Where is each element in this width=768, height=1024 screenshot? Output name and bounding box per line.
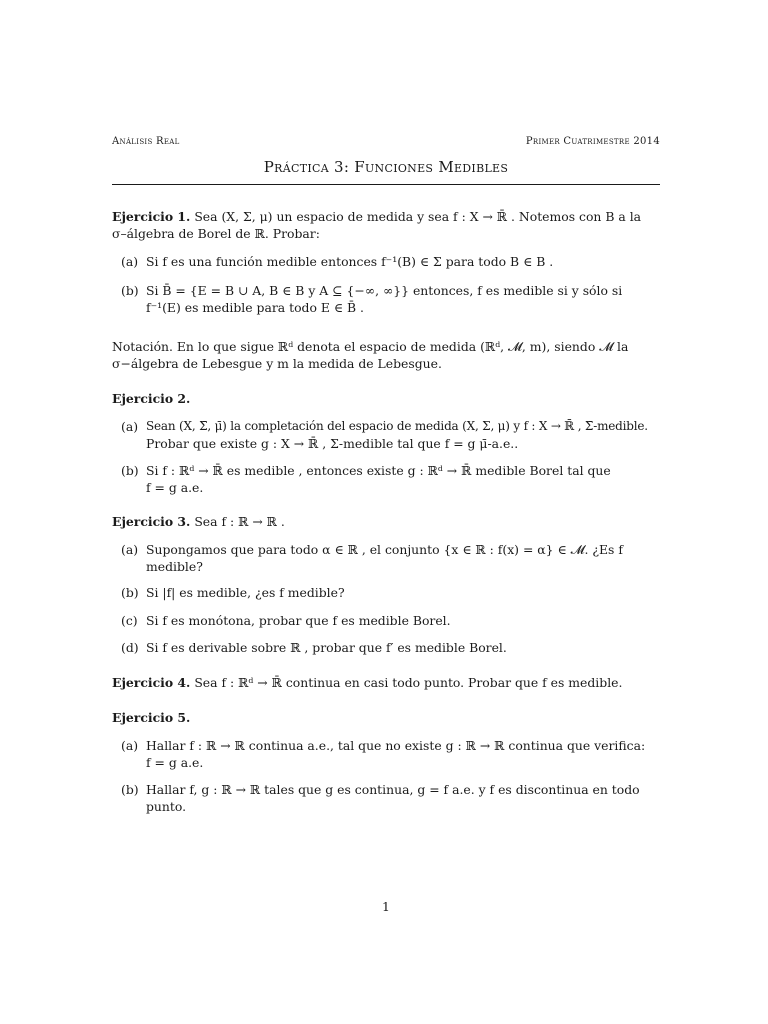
item-text-line-2: f⁻¹(E) es medible para todo E ∈ B̄ . [146, 300, 364, 315]
course-name: Análisis Real [112, 136, 180, 147]
item-label: (b) [121, 283, 139, 298]
item-text: Si f es derivable sobre ℝ , probar que f′ es medible Borel. [146, 640, 507, 655]
item-text-block [146, 282, 660, 316]
exercise-3-intro: Sea f : ℝ → ℝ . [194, 514, 285, 529]
item-text-line-1: Hallar f, g : ℝ → ℝ tales que g es continua, g = f a.e. y f es discontinua en todo [146, 782, 640, 797]
exercise-2-label: Ejercicio 2. [112, 391, 191, 406]
item-label: (b) [121, 782, 139, 797]
item-label: (c) [121, 613, 138, 628]
item-text-line-2: punto. [146, 799, 187, 814]
exercise-1-intro [112, 208, 660, 242]
notation-paragraph [112, 338, 660, 372]
item-text-line-2: medible? [146, 559, 203, 574]
exercise-2-heading [112, 390, 660, 407]
item-text-line-1: Si f : ℝᵈ → ℝ̄ es medible , entonces existe g : ℝᵈ → ℝ̄ medible Borel tal que [146, 463, 611, 478]
item-text-line-1: Si B̄ = {E = B ∪ A, B ∈ B y A ⊆ {−∞, ∞}} entonces, f es medible si y sólo si [146, 283, 623, 298]
exercise-5-label: Ejercicio 5. [112, 710, 191, 725]
item-text-line-2: f = g a.e. [146, 755, 204, 770]
exercise-3-label: Ejercicio 3. [112, 514, 191, 529]
item-label: (a) [121, 542, 139, 557]
item-label: (d) [121, 640, 139, 655]
page-number: 1 [382, 899, 390, 914]
item-text: Si f es monótona, probar que f es medible Borel. [146, 613, 451, 628]
running-header [112, 136, 660, 150]
notation-line-2: σ−álgebra de Lebesgue y m la medida de Lebesgue. [112, 356, 442, 371]
document-page [112, 0, 660, 1024]
item-text-line-1: Sean (X, Σ̄, μ̄) la completación del espacio de medida (X, Σ, μ) y f : X → ℝ̄ , Σ̄-medible. [146, 419, 648, 433]
item-label: (b) [121, 585, 139, 600]
title-rule [112, 184, 660, 185]
item-text-line-2: Probar que existe g : X → ℝ̄ , Σ-medible tal que f = g μ̄-a.e.. [146, 436, 519, 451]
exercise-4-text: Sea f : ℝᵈ → ℝ̄ continua en casi todo punto. Probar que f es medible. [194, 675, 623, 690]
item-text-block [146, 541, 660, 575]
item-text: Si f es una función medible entonces f⁻¹(B) ∈ Σ para todo B ∈ B . [146, 254, 554, 269]
item-text-block [146, 737, 660, 771]
item-text-block [146, 418, 660, 452]
exercise-5-heading [112, 709, 660, 726]
item-text-line-2: f = g a.e. [146, 480, 204, 495]
item-text-block [146, 462, 660, 496]
item-label: (a) [121, 419, 139, 434]
item-text-block [146, 781, 660, 815]
exercise-3-heading [112, 513, 660, 530]
item-text-line-1: Supongamos que para todo α ∈ ℝ , el conjunto {x ∈ ℝ : f(x) = α} ∈ 𝓜. ¿Es f [146, 542, 623, 557]
item-label: (a) [121, 254, 139, 269]
page-title: Práctica 3: Funciones Medibles [263, 158, 509, 176]
item-text-line-1: Hallar f : ℝ → ℝ continua a.e., tal que no existe g : ℝ → ℝ continua que verifica: [146, 738, 646, 753]
exercise-1-intro-line-2: σ–álgebra de Borel de ℝ. Probar: [112, 226, 320, 241]
exercise-1-label: Ejercicio 1. [112, 209, 191, 224]
item-label: (a) [121, 738, 139, 753]
notation-line-1: Notación. En lo que sigue ℝᵈ denota el espacio de medida (ℝᵈ, 𝓜, m), siendo 𝓜 la [112, 339, 629, 354]
semester: Primer Cuatrimestre 2014 [525, 136, 660, 147]
exercise-4 [112, 674, 660, 691]
exercise-4-label: Ejercicio 4. [112, 675, 191, 690]
item-text: Si |f| es medible, ¿es f medible? [146, 585, 345, 600]
exercise-1-intro-line-1: Sea (X, Σ, μ) un espacio de medida y sea f : X → ℝ̄ . Notemos con B a la [194, 209, 642, 224]
item-label: (b) [121, 463, 139, 478]
